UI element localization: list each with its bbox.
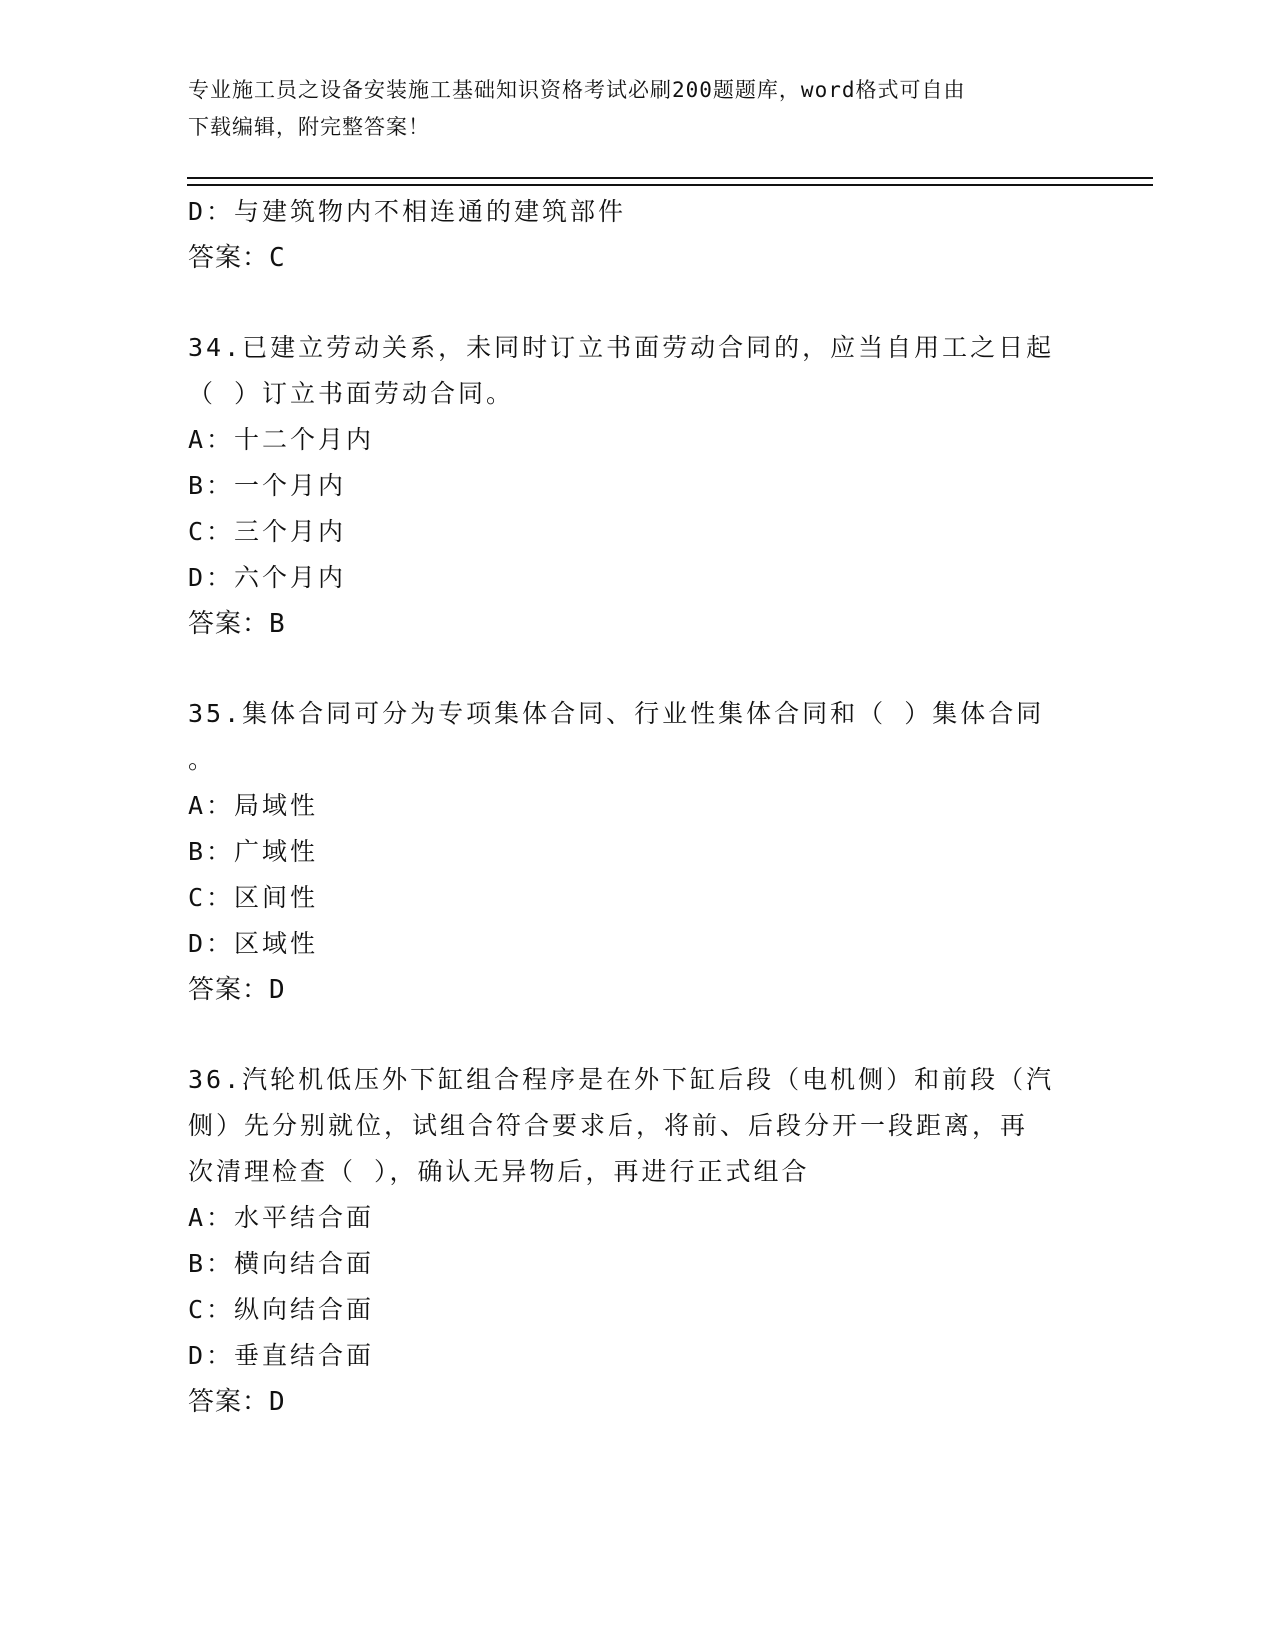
question-stem-line: 侧）先分别就位，试组合符合要求后，将前、后段分开一段距离，再 — [188, 1111, 1029, 1140]
header-divider-top — [187, 177, 1153, 179]
question-stem-line: 34.已建立劳动关系，未同时订立书面劳动合同的，应当自用工之日起 — [188, 333, 1055, 362]
question-stem-line: 36.汽轮机低压外下缸组合程序是在外下缸后段（电机侧）和前段（汽 — [188, 1065, 1055, 1094]
question-stem-line: 。 — [188, 745, 217, 774]
question-stem-line: （ ）订立书面劳动合同。 — [188, 379, 515, 408]
option-a: A：十二个月内 — [188, 425, 375, 454]
answer-line: 答案：C — [188, 243, 286, 273]
question-content — [188, 189, 1088, 1425]
header-line-1: 专业施工员之设备安装施工基础知识资格考试必刷200题题库，word格式可自由 — [188, 78, 966, 102]
question-35 — [188, 691, 1088, 1013]
option-c: C：区间性 — [188, 883, 319, 912]
option-c: C：纵向结合面 — [188, 1295, 375, 1324]
option-b: B：横向结合面 — [188, 1249, 375, 1278]
option-d: D：与建筑物内不相连通的建筑部件 — [188, 197, 627, 226]
header-line-2: 下载编辑，附完整答案！ — [188, 115, 430, 139]
question-34 — [188, 325, 1088, 647]
option-d: D：六个月内 — [188, 563, 347, 592]
header-divider-bottom — [187, 184, 1153, 186]
option-a: A：水平结合面 — [188, 1203, 375, 1232]
answer-line: 答案：D — [188, 975, 286, 1005]
option-d: D：垂直结合面 — [188, 1341, 375, 1370]
answer-line: 答案：D — [188, 1387, 286, 1417]
option-a: A：局域性 — [188, 791, 319, 820]
partial-question-block — [188, 189, 1088, 281]
answer-line: 答案：B — [188, 609, 286, 639]
option-b: B：广域性 — [188, 837, 319, 866]
option-d: D：区域性 — [188, 929, 319, 958]
question-36 — [188, 1057, 1088, 1425]
question-stem-line: 次清理检查（ ），确认无异物后，再进行正式组合 — [188, 1157, 810, 1186]
question-stem-line: 35.集体合同可分为专项集体合同、行业性集体合同和（ ）集体合同 — [188, 699, 1045, 728]
option-b: B：一个月内 — [188, 471, 347, 500]
option-c: C：三个月内 — [188, 517, 347, 546]
document-header — [188, 72, 1078, 146]
